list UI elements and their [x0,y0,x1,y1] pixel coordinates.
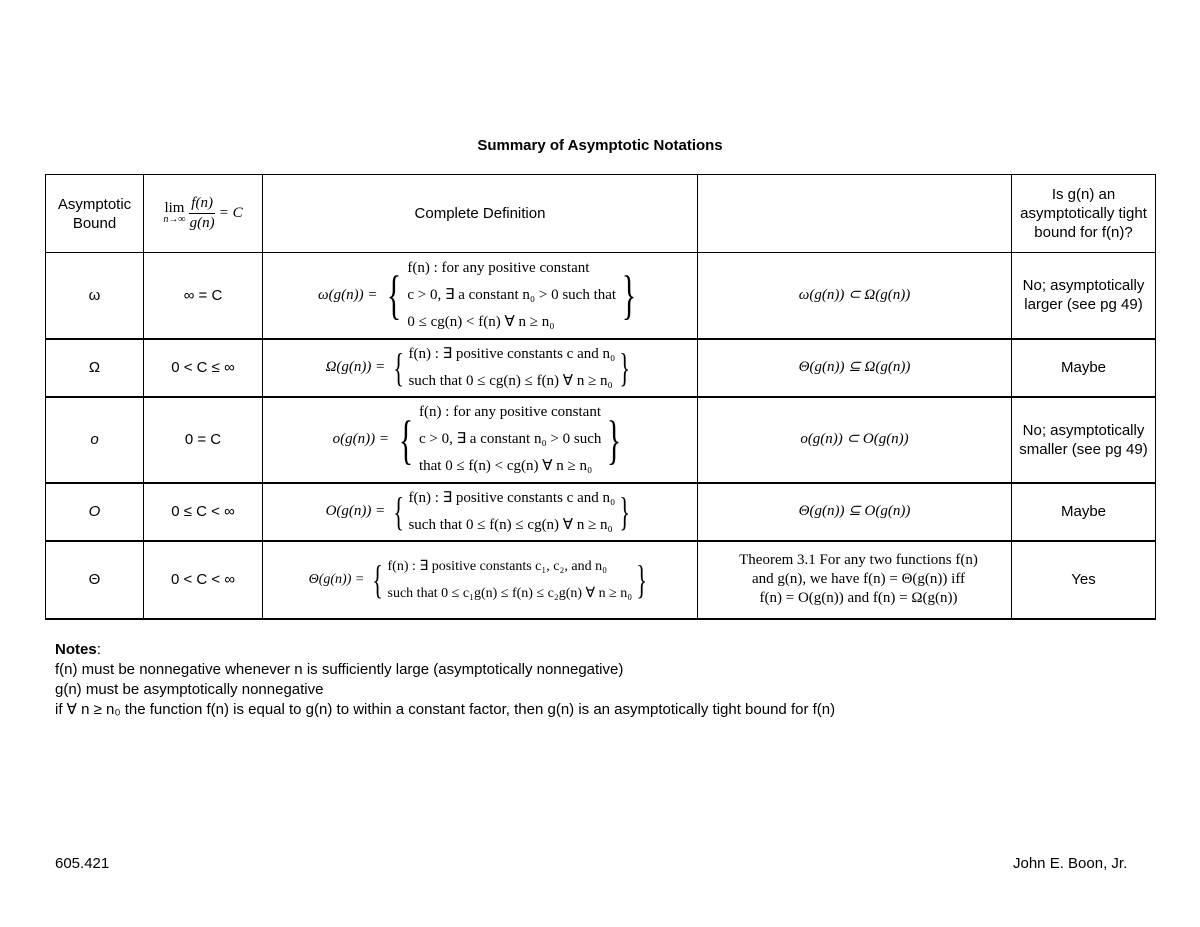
definition-line: c > 0, ∃ a constant n₀ > 0 such [418,431,602,447]
definition-lhs: o(g(n)) = [332,431,390,447]
row-tight: Maybe [1012,339,1156,397]
header-relation [698,175,1012,253]
notes-colon: : [96,641,101,658]
row-tight: No; asymptotically smaller (see pg 49) [1012,397,1156,483]
limit-subscript: n→∞ [163,213,186,225]
left-brace: { [387,265,402,326]
theorem-line: and g(n), we have f(n) = Θ(g(n)) iff [751,571,966,587]
row-symbol: ω [46,253,144,339]
right-brace: } [619,344,631,390]
row-definition [263,483,698,541]
definition-line: such that 0 ≤ f(n) ≤ cg(n) ∀ n ≥ n₀ [408,516,613,533]
header-limit [144,175,263,253]
row-relation: o(g(n)) ⊂ O(g(n)) [698,397,1012,483]
definition-lhs: ω(g(n)) = [318,286,378,303]
row-condition: 0 ≤ C < ∞ [144,483,263,541]
limit-operator [163,199,186,226]
row-tight: No; asymptotically larger (see pg 49) [1012,253,1156,339]
definition-lhs: Ω(g(n)) = [325,359,386,375]
header-bound: Asymptotic Bound [46,175,144,253]
definition-line: such that 0 ≤ cg(n) ≤ f(n) ∀ n ≥ n₀ [408,372,613,389]
table-row [46,253,1156,339]
notes-heading: Notes [55,641,97,658]
notes-heading-line [55,640,835,660]
row-symbol: Θ [46,541,144,619]
row-relation: Θ(g(n)) ⊆ O(g(n)) [698,483,1012,541]
note-line: g(n) must be asymptotically nonnegative [55,681,324,698]
row-condition: 0 = C [144,397,263,483]
definition-lhs: Θ(g(n)) = [308,572,365,587]
left-brace: { [398,409,414,470]
limit-equals-c: = C [218,204,243,221]
row-condition: 0 < C < ∞ [144,541,263,619]
left-brace: { [393,488,405,534]
table-row [46,339,1156,397]
definition-line: that 0 ≤ f(n) < cg(n) ∀ n ≥ n₀ [418,458,593,474]
definition-line: f(n) : for any positive constant [407,259,590,276]
left-brace: { [393,344,405,390]
row-condition: ∞ = C [144,253,263,339]
row-definition [263,397,698,483]
table-row [46,397,1156,483]
notes-section [55,640,835,720]
definition-line: f(n) : ∃ positive constants c and n₀ [408,489,616,506]
note-line: f(n) must be nonnegative whenever n is sufficiently large (asymptotically nonnegative) [55,661,624,678]
row-symbol: o [46,397,144,483]
theorem-line: Theorem 3.1 For any two functions f(n) [739,552,978,568]
table-header-row [46,175,1156,253]
row-symbol: Ω [46,339,144,397]
definition-lhs: O(g(n)) = [325,503,386,519]
limit-fraction [189,194,215,233]
definition-line: c > 0, ∃ a constant n₀ > 0 such that [407,286,617,303]
header-definition: Complete Definition [263,175,698,253]
table-row [46,541,1156,619]
definition-line: f(n) : ∃ positive constants c and n₀ [408,345,616,362]
row-condition: 0 < C ≤ ∞ [144,339,263,397]
right-brace: } [607,409,622,470]
definition-line: such that 0 ≤ c₁g(n) ≤ f(n) ≤ c₂g(n) ∀ n ≥ n₀ [387,585,633,601]
course-number: 605.421 [55,855,110,872]
limit-denominator: g(n) [189,215,215,231]
row-relation-theorem [698,541,1012,619]
left-brace: { [372,556,384,602]
row-definition [263,541,698,619]
author-name: John E. Boon, Jr. [1013,855,1128,872]
definition-line: f(n) : ∃ positive constants c₁, c₂, and n₀ [387,558,607,574]
definition-line: 0 ≤ cg(n) < f(n) ∀ n ≥ n₀ [407,313,555,330]
right-brace: } [636,556,648,602]
theorem-line: f(n) = O(g(n)) and f(n) = Ω(g(n)) [759,590,958,606]
header-tight: Is g(n) an asymptotically tight bound for f(n)? [1012,175,1156,253]
notation-table [45,174,1156,620]
limit-lim-text: lim [164,199,185,216]
table-row [46,483,1156,541]
limit-numerator: f(n) [189,194,215,214]
row-tight: Maybe [1012,483,1156,541]
row-definition [263,253,698,339]
definition-line: f(n) : for any positive constant [418,404,601,420]
right-brace: } [621,265,637,326]
row-definition [263,339,698,397]
row-relation: ω(g(n)) ⊂ Ω(g(n)) [698,253,1012,339]
row-tight: Yes [1012,541,1156,619]
right-brace: } [619,488,631,534]
row-relation: Θ(g(n)) ⊆ Ω(g(n)) [698,339,1012,397]
row-symbol: O [46,483,144,541]
page-title: Summary of Asymptotic Notations [477,137,723,154]
note-line: if ∀ n ≥ n₀ the function f(n) is equal to g(n) to within a constant factor, then g(n) is an asymptotically tight bound for f(n) [55,701,836,718]
